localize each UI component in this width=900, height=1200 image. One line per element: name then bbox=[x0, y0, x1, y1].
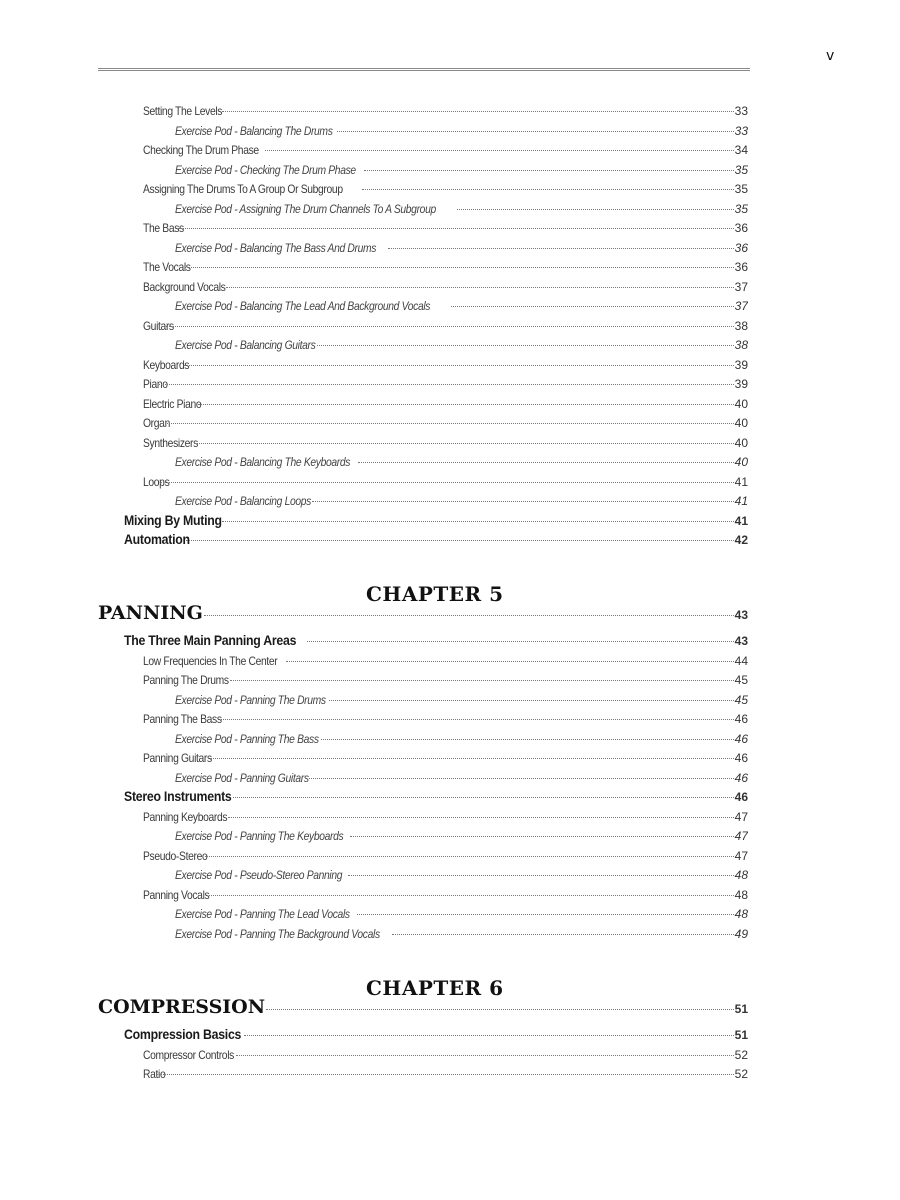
toc-entry-page: 39 bbox=[734, 377, 748, 391]
dot-leader bbox=[307, 641, 734, 642]
toc-entry[interactable] bbox=[143, 1067, 748, 1081]
toc-entry-page: 44 bbox=[734, 653, 748, 668]
toc-entry-page: 51 bbox=[734, 1028, 748, 1042]
toc-entry-title: Assigning The Drums To A Group Or Subgroup bbox=[143, 182, 343, 196]
toc-entry-page: 41 bbox=[734, 513, 748, 528]
chapter-page: 43 bbox=[734, 608, 748, 622]
toc-entry-page: 41 bbox=[734, 494, 748, 508]
toc-entry[interactable] bbox=[124, 1026, 748, 1042]
toc-entry[interactable] bbox=[175, 124, 748, 138]
toc-entry[interactable] bbox=[175, 241, 748, 255]
toc-entry-page: 35 bbox=[734, 201, 748, 216]
toc-entry[interactable] bbox=[175, 202, 748, 216]
toc-entry[interactable] bbox=[124, 788, 748, 804]
dot-leader bbox=[337, 131, 733, 132]
toc-entry[interactable] bbox=[175, 927, 748, 941]
toc-entry-title: Guitars bbox=[143, 318, 174, 333]
chapter-title: COMPRESSION bbox=[98, 996, 266, 1018]
toc-entry-title: Exercise Pod - Balancing Loops bbox=[175, 494, 311, 508]
toc-entry-title: Exercise Pod - Balancing Guitars bbox=[175, 338, 316, 352]
toc-entry-title: Exercise Pod - Balancing The Lead And Background Vocals bbox=[175, 299, 431, 313]
toc-entry-page: 52 bbox=[734, 1067, 748, 1081]
dot-leader bbox=[178, 228, 734, 229]
toc-entry-title: Exercise Pod - Balancing The Drums bbox=[175, 123, 333, 138]
toc-entry-page: 35 bbox=[734, 182, 748, 196]
dot-leader bbox=[266, 1009, 734, 1010]
toc-entry-title: Exercise Pod - Balancing The Bass And Drums bbox=[175, 240, 377, 255]
toc-entry-page: 38 bbox=[734, 338, 748, 352]
dot-leader bbox=[159, 384, 734, 385]
toc-entry[interactable] bbox=[124, 531, 748, 547]
toc-entry-page: 48 bbox=[734, 868, 748, 882]
toc-entry-title: Pseudo-Stereo bbox=[143, 848, 208, 863]
dot-leader bbox=[161, 423, 733, 424]
toc-entry-page: 46 bbox=[734, 731, 748, 746]
dot-leader bbox=[286, 661, 733, 662]
dot-leader bbox=[236, 1055, 734, 1056]
toc-entry-title: Ratio bbox=[143, 1067, 166, 1081]
dot-leader bbox=[205, 856, 734, 857]
toc-entry-title: Keyboards bbox=[143, 357, 190, 372]
toc-entry-title: Automation bbox=[124, 531, 190, 547]
toc-entry[interactable] bbox=[143, 182, 748, 196]
toc-entry[interactable] bbox=[124, 632, 748, 648]
dot-leader bbox=[233, 797, 733, 798]
toc-entry-title: Exercise Pod - Pseudo-Stereo Panning bbox=[175, 868, 343, 882]
toc-entry-title: Exercise Pod - Assigning The Drum Channels To A Subgroup bbox=[175, 201, 436, 216]
toc-entry[interactable] bbox=[143, 1048, 748, 1062]
toc-entry[interactable] bbox=[175, 338, 748, 352]
toc-entry-title: Setting The Levels bbox=[143, 104, 223, 118]
toc-entry-page: 46 bbox=[734, 790, 748, 804]
toc-entry[interactable] bbox=[143, 810, 748, 824]
toc-entry-page: 34 bbox=[734, 143, 748, 157]
toc-entry-page: 52 bbox=[734, 1047, 748, 1062]
toc-entry[interactable] bbox=[124, 512, 748, 528]
dot-leader bbox=[358, 462, 734, 463]
toc-entry[interactable] bbox=[143, 221, 748, 235]
header-rule bbox=[98, 68, 750, 71]
toc-entry[interactable] bbox=[143, 397, 748, 411]
toc-entry-page: 35 bbox=[734, 162, 748, 177]
toc-entry-page: 43 bbox=[734, 634, 748, 648]
dot-leader bbox=[348, 875, 733, 876]
toc-entry[interactable] bbox=[143, 436, 748, 450]
dot-leader bbox=[228, 817, 734, 818]
toc-entry-title: Panning The Bass bbox=[143, 712, 222, 726]
toc-entry-page: 33 bbox=[734, 104, 748, 118]
toc-entry-title: Exercise Pod - Panning The Keyboards bbox=[175, 829, 344, 843]
dot-leader bbox=[222, 521, 734, 522]
toc-entry[interactable] bbox=[175, 771, 748, 785]
toc-entry-title: Checking The Drum Phase bbox=[143, 143, 259, 157]
toc-entry[interactable] bbox=[143, 849, 748, 863]
chapter-heading: CHAPTER 5 bbox=[366, 582, 504, 606]
toc-entry-page: 46 bbox=[734, 770, 748, 785]
dot-leader bbox=[309, 778, 733, 779]
dot-leader bbox=[222, 111, 734, 112]
toc-entry-title: Loops bbox=[143, 474, 170, 489]
dot-leader bbox=[156, 1074, 734, 1075]
toc-entry-title: Exercise Pod - Panning The Lead Vocals bbox=[175, 907, 350, 921]
toc-entry[interactable] bbox=[175, 868, 748, 882]
toc-entry-title: Panning Guitars bbox=[143, 751, 212, 765]
toc-entry[interactable] bbox=[143, 673, 748, 687]
dot-leader bbox=[207, 895, 734, 896]
dot-leader bbox=[317, 345, 733, 346]
toc-entry-page: 40 bbox=[734, 435, 748, 450]
dot-leader bbox=[321, 739, 734, 740]
toc-entry-title: Panning The Drums bbox=[143, 673, 229, 687]
toc-entry[interactable] bbox=[143, 319, 748, 333]
toc-entry-title: Exercise Pod - Checking The Drum Phase bbox=[175, 162, 356, 177]
toc-entry[interactable] bbox=[143, 416, 748, 430]
toc-entry-page: 40 bbox=[734, 455, 748, 469]
dot-leader bbox=[329, 700, 733, 701]
dot-leader bbox=[362, 189, 733, 190]
dot-leader bbox=[185, 267, 733, 268]
dot-leader bbox=[210, 758, 734, 759]
toc-entry[interactable] bbox=[175, 693, 748, 707]
chapter-title-entry[interactable] bbox=[98, 602, 748, 624]
toc-entry-page: 40 bbox=[734, 396, 748, 411]
toc-entry-title: Exercise Pod - Panning The Bass bbox=[175, 731, 319, 746]
chapter-title-entry[interactable] bbox=[98, 996, 748, 1018]
dot-leader bbox=[166, 326, 734, 327]
dot-leader bbox=[457, 209, 733, 210]
dot-leader bbox=[221, 719, 733, 720]
toc-entry-page: 37 bbox=[734, 279, 748, 294]
toc-entry[interactable] bbox=[143, 377, 748, 391]
toc-entry-page: 45 bbox=[734, 673, 748, 687]
toc-entry[interactable] bbox=[143, 751, 748, 765]
toc-entry-title: Background Vocals bbox=[143, 279, 226, 294]
toc-entry[interactable] bbox=[143, 358, 748, 372]
toc-entry-title: Mixing By Muting bbox=[124, 511, 222, 528]
toc-entry-page: 48 bbox=[734, 907, 748, 921]
dot-leader bbox=[388, 248, 734, 249]
toc-entry-page: 46 bbox=[734, 712, 748, 726]
chapter-heading: CHAPTER 6 bbox=[366, 976, 504, 1000]
dot-leader bbox=[357, 914, 733, 915]
toc-entry-title: Organ bbox=[143, 416, 170, 430]
dot-leader bbox=[161, 482, 734, 483]
toc-entry[interactable] bbox=[143, 712, 748, 726]
toc-entry[interactable] bbox=[175, 732, 748, 746]
toc-entry-title: The Three Main Panning Areas bbox=[124, 632, 297, 648]
toc-entry-title: Compressor Controls bbox=[143, 1047, 234, 1062]
dot-leader bbox=[451, 306, 734, 307]
toc-entry-page: 33 bbox=[734, 123, 748, 138]
dot-leader bbox=[244, 1035, 734, 1036]
toc-entry-page: 47 bbox=[734, 848, 748, 863]
dot-leader bbox=[198, 404, 734, 405]
toc-entry[interactable] bbox=[143, 260, 748, 274]
toc-entry-page: 46 bbox=[734, 751, 748, 765]
chapter-title: PANNING bbox=[98, 602, 203, 624]
toc-entry-page: 36 bbox=[734, 240, 748, 255]
toc-entry-page: 49 bbox=[734, 926, 748, 941]
toc-entry[interactable] bbox=[143, 475, 748, 489]
dot-leader bbox=[265, 150, 734, 151]
toc-entry[interactable] bbox=[175, 907, 748, 921]
toc-entry-page: 40 bbox=[734, 416, 748, 430]
toc-entry-title: Low Frequencies In The Center bbox=[143, 653, 278, 668]
dot-leader bbox=[194, 443, 734, 444]
toc-entry-title: The Bass bbox=[143, 221, 184, 235]
toc-entry[interactable] bbox=[143, 104, 748, 118]
dot-leader bbox=[392, 934, 734, 935]
toc-entry[interactable] bbox=[175, 829, 748, 843]
toc-entry-page: 39 bbox=[734, 357, 748, 372]
dot-leader bbox=[226, 287, 734, 288]
toc-entry[interactable] bbox=[175, 494, 748, 508]
toc-entry-title: Panning Vocals bbox=[143, 887, 210, 902]
dot-leader bbox=[312, 501, 734, 502]
toc-entry-page: 41 bbox=[734, 474, 748, 489]
toc-entry-title: Exercise Pod - Balancing The Keyboards bbox=[175, 455, 351, 469]
dot-leader bbox=[204, 615, 734, 616]
toc-entry-page: 38 bbox=[734, 318, 748, 333]
toc-entry-title: The Vocals bbox=[143, 260, 191, 274]
toc-entry-page: 36 bbox=[734, 260, 748, 274]
toc-entry[interactable] bbox=[143, 280, 748, 294]
toc-entry[interactable] bbox=[143, 888, 748, 902]
toc-entry-title: Panning Keyboards bbox=[143, 809, 228, 824]
dot-leader bbox=[350, 836, 734, 837]
toc-entry-title: Compression Basics bbox=[124, 1026, 242, 1042]
toc-entry-page: 36 bbox=[734, 221, 748, 235]
page-number: v bbox=[826, 48, 835, 64]
toc-entry-page: 45 bbox=[734, 692, 748, 707]
toc-entry-title: Exercise Pod - Panning The Background Vocals bbox=[175, 926, 380, 941]
toc-entry[interactable] bbox=[175, 455, 748, 469]
toc-entry-title: Stereo Instruments bbox=[124, 788, 232, 804]
dot-leader bbox=[184, 365, 734, 366]
dot-leader bbox=[230, 680, 734, 681]
toc-entry-page: 48 bbox=[734, 887, 748, 902]
toc-entry-page: 42 bbox=[734, 533, 748, 547]
toc-entry-title: Synthesizers bbox=[143, 435, 198, 450]
toc-entry-page: 47 bbox=[734, 809, 748, 824]
toc-entry[interactable] bbox=[175, 299, 748, 313]
toc-entry-page: 37 bbox=[734, 299, 748, 313]
toc-entry-title: Piano bbox=[143, 377, 168, 391]
toc-entry-title: Electric Piano bbox=[143, 396, 202, 411]
toc-entry-page: 47 bbox=[734, 829, 748, 843]
dot-leader bbox=[364, 170, 733, 171]
toc-entry-title: Exercise Pod - Panning The Drums bbox=[175, 692, 326, 707]
toc-entry-title: Exercise Pod - Panning Guitars bbox=[175, 770, 309, 785]
chapter-page: 51 bbox=[734, 1002, 748, 1016]
toc-entry[interactable] bbox=[143, 143, 748, 157]
toc-entry[interactable] bbox=[143, 654, 748, 668]
toc-entry[interactable] bbox=[175, 163, 748, 177]
dot-leader bbox=[186, 540, 734, 541]
